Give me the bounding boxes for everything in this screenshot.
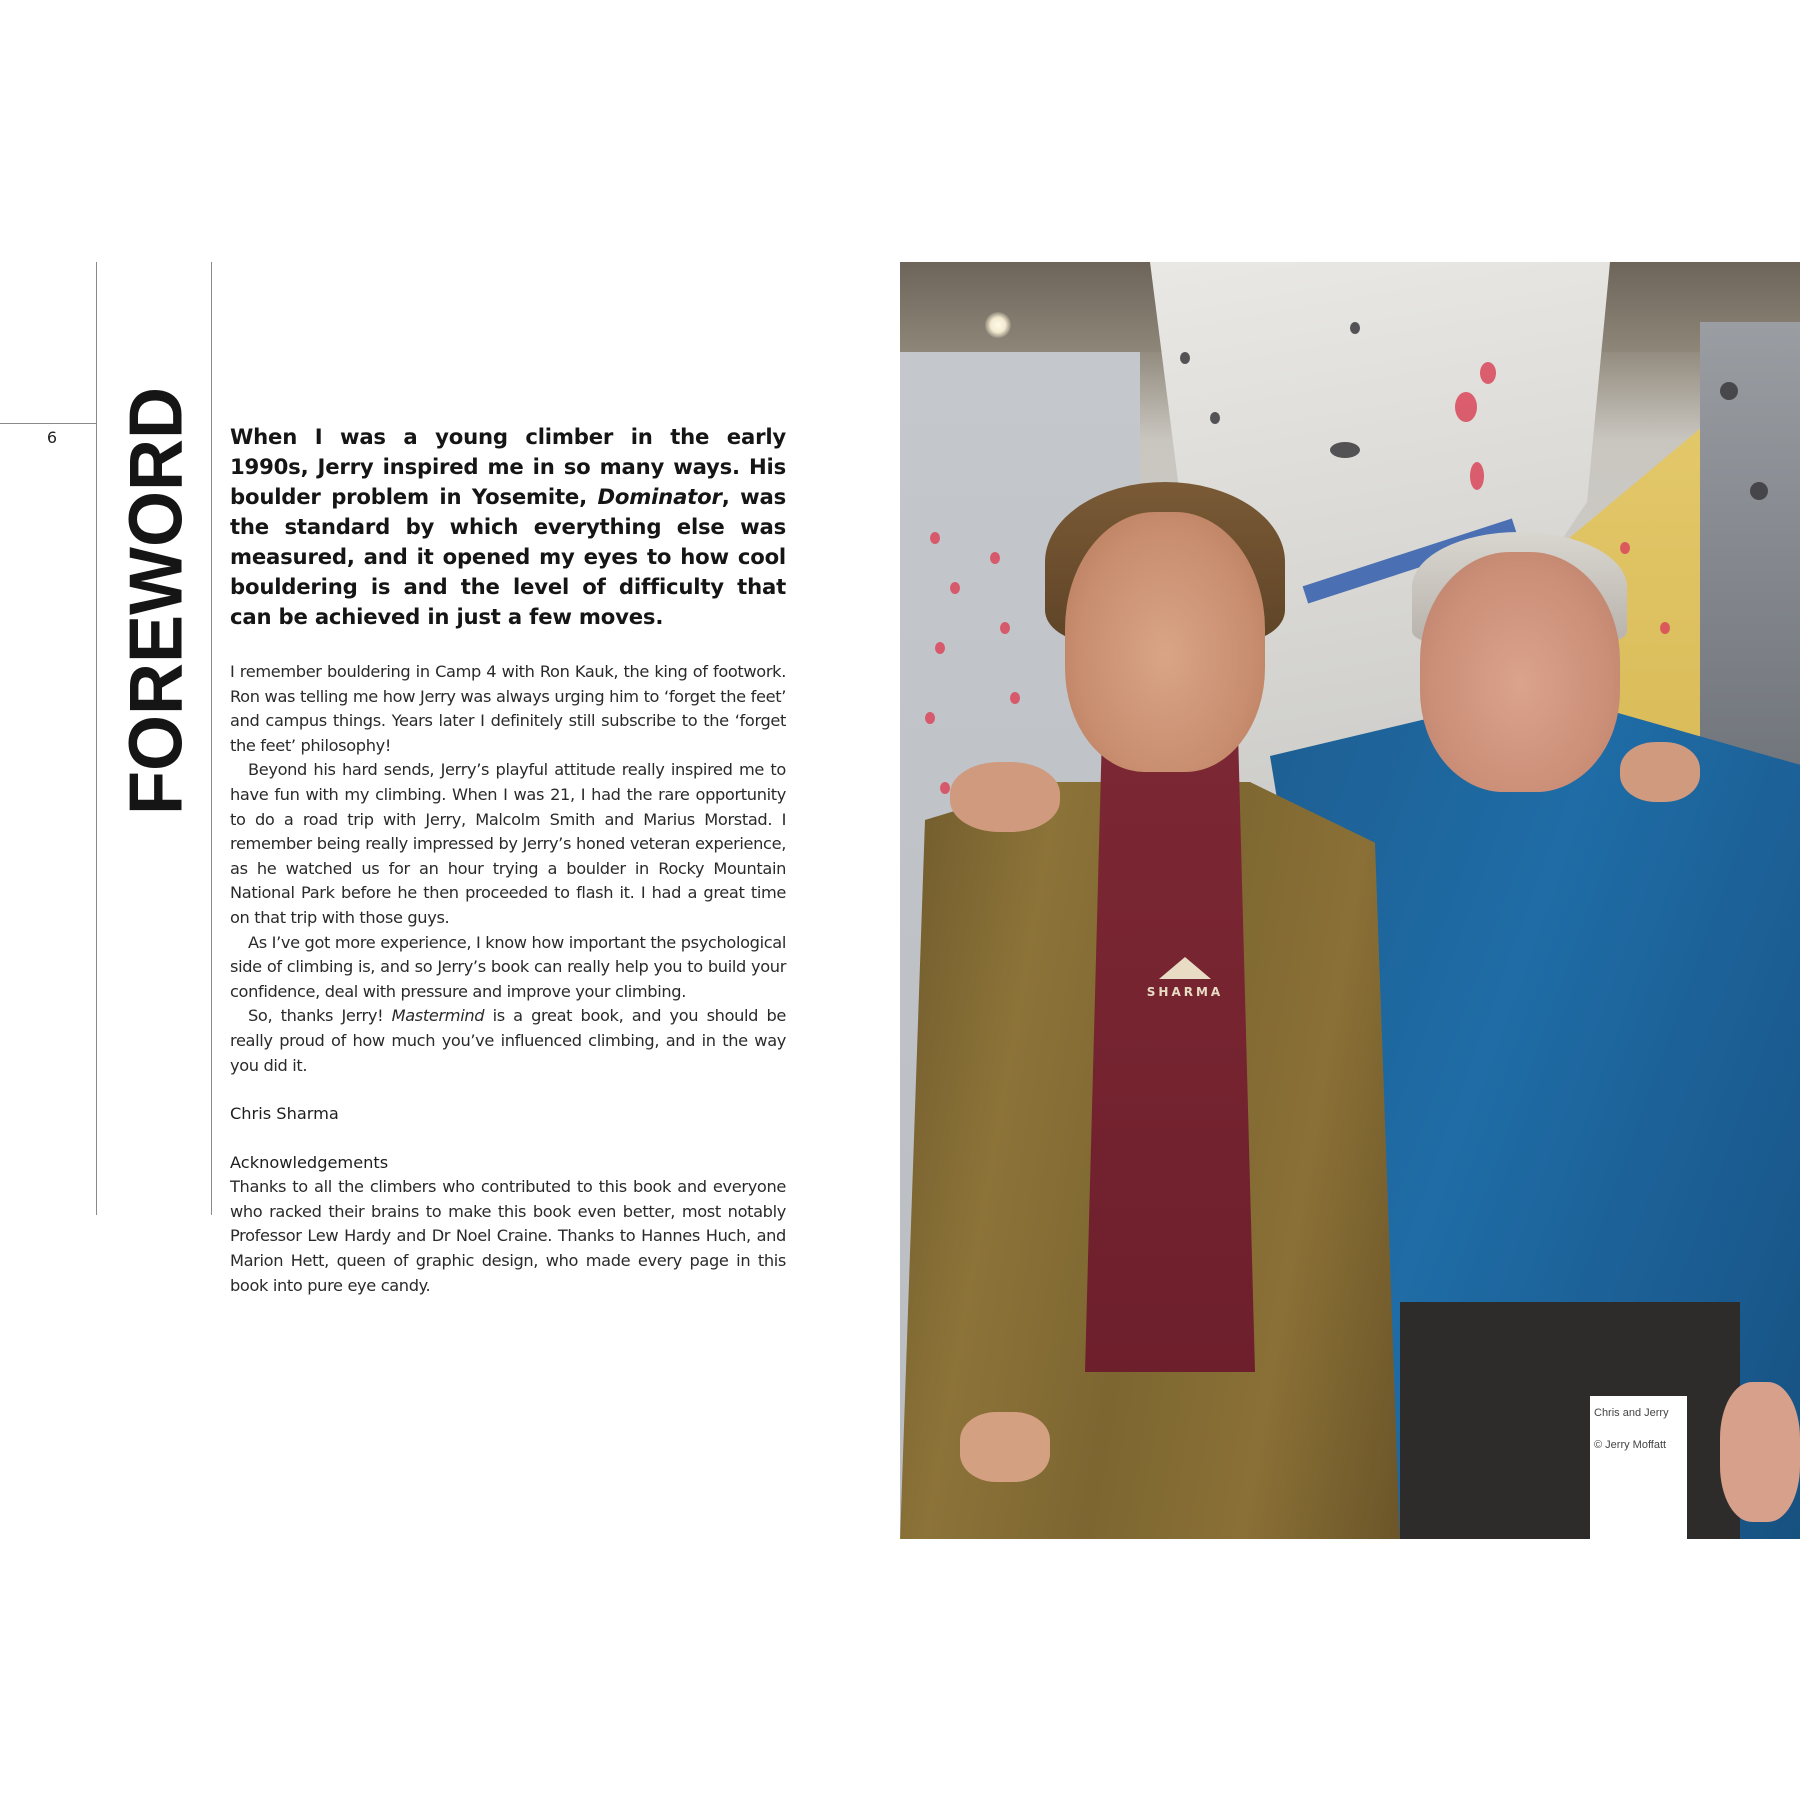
climbing-hold: [1330, 442, 1360, 458]
climbing-hold: [1010, 692, 1020, 704]
left-margin-rule: [96, 262, 97, 1215]
climbing-hold: [1455, 392, 1477, 422]
climbing-hold: [1750, 482, 1768, 500]
climbing-hold: [1210, 412, 1220, 424]
photo-credit: © Jerry Moffatt: [1594, 1439, 1667, 1451]
photo-caption: Chris and Jerry: [1594, 1407, 1669, 1419]
climbing-hold: [1620, 542, 1630, 554]
climbing-hold: [950, 582, 960, 594]
page-number-rule: [0, 423, 96, 424]
photo-chris-and-jerry: [900, 262, 1800, 1539]
paragraph: As I’ve got more experience, I know how important the psychological side of climbing is, and so Jerry’s book can really help you to build your confidence, deal with pressure and improve your climbing.: [230, 932, 786, 1001]
ceiling-light: [985, 312, 1011, 338]
foreword-lead: [230, 422, 786, 632]
climbing-hold: [1350, 322, 1360, 334]
climbing-hold: [1660, 622, 1670, 634]
climbing-hold: [1000, 622, 1010, 634]
chapter-title: FOREWORD: [114, 387, 199, 815]
chris-hoodie: [1085, 732, 1255, 1372]
page-number: 6: [46, 428, 58, 447]
hoodie-logo-text: SHARMA: [1146, 985, 1224, 999]
climbing-hold: [990, 552, 1000, 564]
acknowledgements-heading: Acknowledgements: [230, 1152, 389, 1172]
signature: Chris Sharma: [230, 1104, 339, 1124]
chris-hand: [960, 1412, 1050, 1482]
paragraph: I remember bouldering in Camp 4 with Ron Kauk, the king of footwork. Ron was telling me how Jerry was always urging him to ‘forget the feet’ and campus things. Years later I definitely still subscribe to the ‘forget the feet’ philosophy!: [230, 662, 786, 755]
chris-hand-on-shoulder: [950, 762, 1060, 832]
climbing-hold: [935, 642, 945, 654]
closing-italic-title: Mastermind: [391, 1006, 485, 1026]
climbing-hold: [1720, 382, 1738, 400]
climbing-hold: [1180, 352, 1190, 364]
climbing-hold: [930, 532, 940, 544]
hoodie-logo: [1140, 957, 1230, 999]
climbing-hold: [940, 782, 950, 794]
paragraph-closing: [230, 1004, 786, 1078]
foreword-body: [230, 660, 786, 1078]
closing-text: So, thanks Jerry!: [248, 1006, 392, 1026]
mountain-logo-icon: [1159, 957, 1211, 979]
climbing-hold: [925, 712, 935, 724]
lead-text: When I was a young climber in the early 1990s, Jerry inspired me in so many ways. His boulder problem in Yosemite,: [230, 424, 786, 509]
lead-italic-title: Dominator: [597, 484, 722, 509]
climbing-hold: [1470, 462, 1484, 490]
foreword-column: [230, 422, 786, 1298]
acknowledgements-text: Thanks to all the climbers who contributed to this book and everyone who racked their brains to make this book even better, most notably Professor Lew Hardy and Dr Noel Craine. Thanks to Hannes Huch, and Marion Hett, queen of graphic design, who made every page in this book into pure eye candy.: [230, 1177, 786, 1295]
lead-text-end: , was the standard by which everything else was measured, and it opened my eyes to how cool bouldering is and the level of difficulty that can be achieved in just a few moves.: [230, 484, 786, 629]
chris-face: [1065, 512, 1265, 772]
jerry-hand-on-shoulder: [1620, 742, 1700, 802]
climbing-hold: [1480, 362, 1496, 384]
jerry-pants: [1400, 1302, 1740, 1539]
jerry-face: [1420, 552, 1620, 792]
paragraph: Beyond his hard sends, Jerry’s playful attitude really inspired me to have fun with my climbing. When I was 21, I had the rare opportunity to do a road trip with Jerry, Malcolm Smith and Marius Morstad. I remember being really impressed by Jerry’s honed veteran experience, as he watched us for an hour trying a boulder in Rocky Mountain National Park before he then proceeded to flash it. I had a great time on that trip with those guys.: [230, 760, 786, 927]
text-column-rule: [211, 262, 212, 1215]
jerry-hand: [1720, 1382, 1800, 1522]
closing-text-end: is a great book, and you should be really proud of how much you’ve influenced climbing, and in the way you did it.: [230, 1006, 786, 1075]
